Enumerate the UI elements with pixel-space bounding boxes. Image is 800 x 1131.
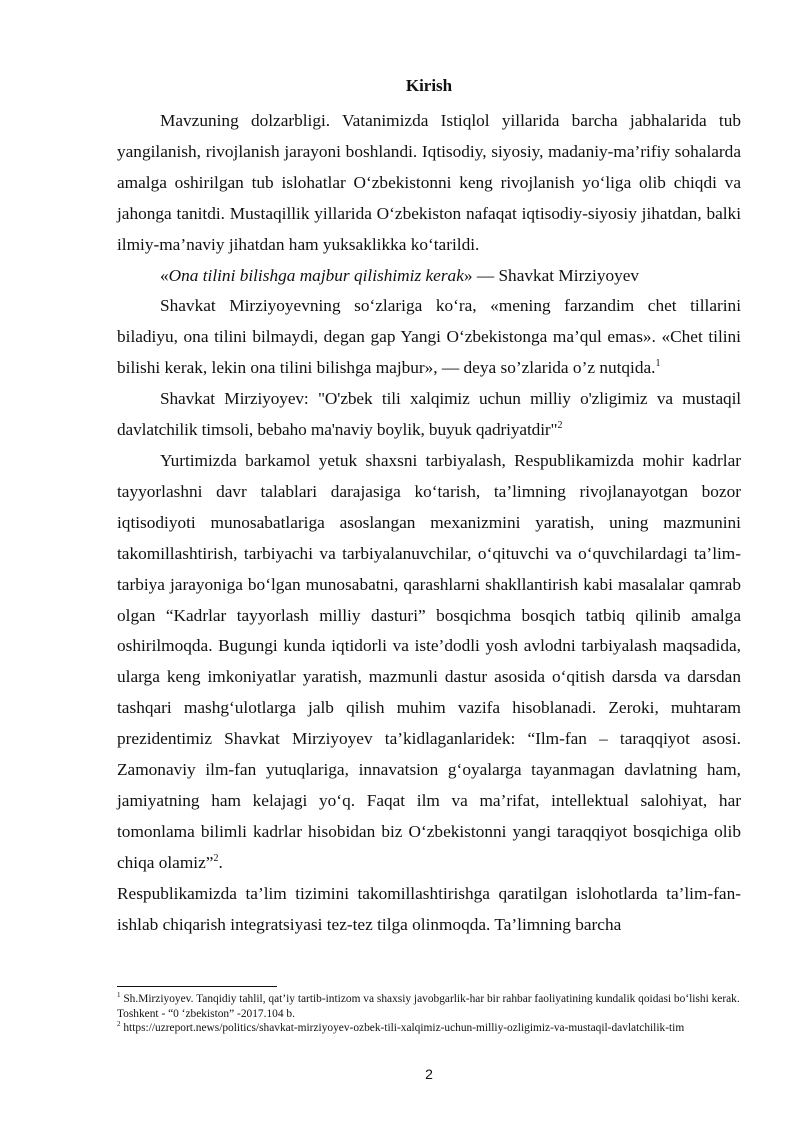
paragraph-reforms [117,879,741,941]
paragraph-text: Mavzuning dolzarbligi. Vatanimizda Istiqlol yillarida barcha jabhalarida tub yangilanish, rivojlanish jarayoni boshlandi. Iqtisodiy, siyosiy, madaniy-ma’rifiy sohalarda amalga oshirilgan tub islohatlar O‘zbekistonni keng rivojlanish yo‘liga olib chiqdi va jahonga tanitdi. Mustaqillik yillarida O‘zbekiston nafaqat iqtisodiy-siyosiy jihatdan, balki ilmiy-ma’naviy jihatdan ham yuksaklikka ko‘tarildi. [117,111,741,254]
footnotes [117,992,741,1036]
footnote-2 [117,1021,741,1036]
body-text [117,106,741,940]
paragraph-text: Shavkat Mirziyoyevning so‘zlariga ko‘ra, «mening farzandim chet tillarini biladiyu, ona tilini bilmaydi, degan gap Yangi O‘zbekistonga ma’qul emas». «Chet tilini bilishi kerak, lekin ona tilini bilishga majbur», — deya so’zlarida o’z nutqida. [117,296,741,378]
quote-text: Ona tilini bilishga majbur qilishimiz kerak [168,265,464,285]
footnote-separator [117,986,277,987]
paragraph-text: Yurtimizda barkamol yetuk shaxsni tarbiyalash, Respublikamizda mohir kadrlar tayyorlashni davr talablari darajasiga ko‘tarish, ta’limning rivojlanayotgan bozor iqtisodiyoti munosabatlariga asoslangan mexanizmini yaratish, uning mazmunini takomillashtirish, tarbiyachi va tarbiyalanuvchilar, o‘qituvchi va o‘quvchilardagi ta’lim-tarbiya jarayoniga bo‘lgan munosabatni, qarashlarni shakllantirish kabi masalalar qamrab olgan “Kadrlar tayyorlash milliy dasturi” bosqichma bosqich tatbiq qilinib amalga oshirilmoqda. Bugungi kunda iqtidorli va iste’dodli yosh avlodni tarbiyalash maqsadida, ularga keng imkoniyatlar yaratish, mazmunli dastur asosida o‘qitish darsda va darsdan tashqari mashg‘ulotlarga jalb qilish muhim vazifa hisoblanadi. Zeroki, muhtaram prezidentimiz Shavkat Mirziyoyev ta’kidlaganlaridek: “Ilm-fan – taraqqiyot asosi. Zamonaviy ilm-fan yutuqlariga, innavatsion g‘oyalarga tayanmagan davlatning ham, jamiyatning ham kelajagi yo‘q. Faqat ilm va ma’rifat, intellektual salohiyat, har tomonlama bilimli kadrlar hisobidan biz O‘zbekistonni yangi taraqqiyot bosqichiga olib chiqa olamiz” [117,450,741,872]
footnote-text: Sh.Mirziyoyev. Tanqidiy tahlil, qat’iy tartib-intizom va shaxsiy javobgarlik-har bir rahbar faoliyatining kundalik qoidasi bo‘lishi kerak. Toshkent - “0 ‘zbekiston” -2017.104 b. [117,993,740,1020]
paragraph-end: . [218,852,223,872]
footnote-marker: 2 [117,1020,121,1029]
quote-open: « [160,265,169,285]
footnote-ref[interactable]: 1 [655,358,661,370]
footnote-ref[interactable]: 2 [213,852,219,864]
footnote-link[interactable]: https://uzreport.news/politics/shavkat-mirziyoyev-ozbek-tili-xalqimiz-uchun-milliy-ozligimiz-va-mustaqil-davlatchilik-tim [120,1022,685,1035]
paragraph-quote [117,261,741,292]
paragraph-education [117,446,741,879]
footnote-ref[interactable]: 2 [557,420,563,432]
page-number: 2 [425,1066,433,1082]
paragraph-relevance [117,106,741,261]
paragraph-mirziyoyev-words [117,291,741,384]
quote-attribution: » — Shavkat Mirziyoyev [463,265,640,285]
paragraph-uzbek-language [117,384,741,446]
footnote-marker: 1 [117,991,121,1000]
section-title: Kirish [405,76,453,95]
paragraph-text: Respublikamizda ta’lim tizimini takomillashtirishga qaratilgan islohotlarda ta’lim-fan-ishlab chiqarish integratsiyasi tez-tez tilga olinmoqda. Ta’limning barcha [117,883,741,934]
paragraph-text: Shavkat Mirziyoyev: "O'zbek tili xalqimiz uchun milliy o'zligimiz va mustaqil davlatchilik timsoli, bebaho ma'naviy boylik, buyuk qadriyatdir" [117,389,741,440]
footnote-1 [117,992,741,1021]
